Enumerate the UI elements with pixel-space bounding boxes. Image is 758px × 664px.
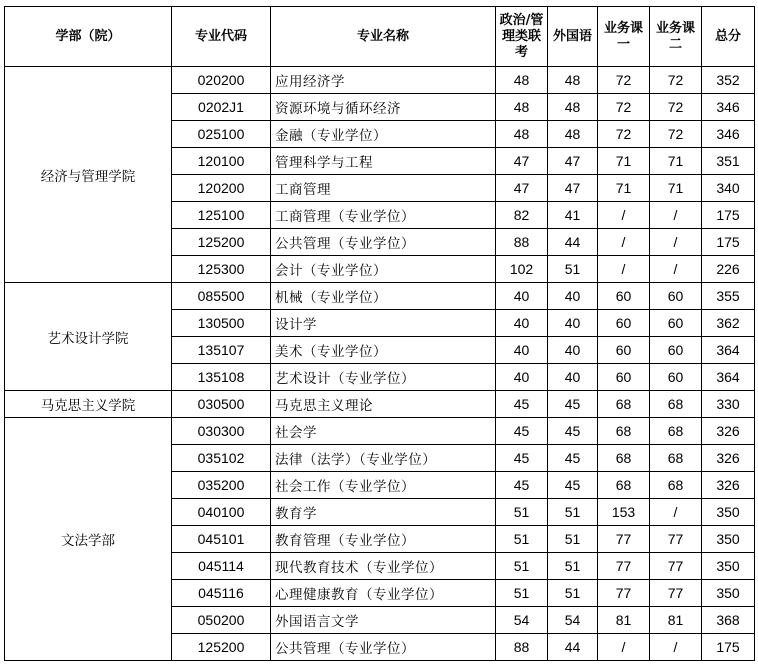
politics-score-cell: 48 (496, 121, 548, 148)
foreign-language-score-cell: 51 (548, 256, 598, 283)
major-code-cell: 135107 (172, 337, 271, 364)
major-name-cell: 公共管理（专业学位） (271, 634, 496, 661)
course-2-score-cell: 60 (650, 310, 702, 337)
politics-score-cell: 45 (496, 445, 548, 472)
foreign-language-score-cell: 45 (548, 418, 598, 445)
major-name-cell: 艺术设计（专业学位） (271, 364, 496, 391)
course-1-score-cell: 77 (598, 580, 650, 607)
department-cell: 艺术设计学院 (5, 283, 172, 391)
header-course-2: 业务课二 (650, 7, 702, 67)
foreign-language-score-cell: 45 (548, 445, 598, 472)
course-1-score-cell: 68 (598, 472, 650, 499)
foreign-language-score-cell: 45 (548, 391, 598, 418)
major-name-cell: 工商管理 (271, 175, 496, 202)
total-score-cell: 362 (702, 310, 755, 337)
header-total: 总分 (702, 7, 755, 67)
course-2-score-cell: 81 (650, 607, 702, 634)
course-2-score-cell: 72 (650, 94, 702, 121)
course-2-score-cell: / (650, 256, 702, 283)
major-name-cell: 社会工作（专业学位） (271, 472, 496, 499)
politics-score-cell: 54 (496, 607, 548, 634)
major-code-cell: 025100 (172, 121, 271, 148)
foreign-language-score-cell: 51 (548, 526, 598, 553)
course-2-score-cell: 77 (650, 526, 702, 553)
course-1-score-cell: 68 (598, 418, 650, 445)
total-score-cell: 352 (702, 67, 755, 94)
course-1-score-cell: 81 (598, 607, 650, 634)
major-code-cell: 050200 (172, 607, 271, 634)
major-name-cell: 法律（法学）（专业学位） (271, 445, 496, 472)
politics-score-cell: 47 (496, 175, 548, 202)
major-code-cell: 085500 (172, 283, 271, 310)
major-code-cell: 135108 (172, 364, 271, 391)
department-cell: 经济与管理学院 (5, 67, 172, 283)
foreign-language-score-cell: 51 (548, 580, 598, 607)
major-code-cell: 125300 (172, 256, 271, 283)
major-name-cell: 教育管理（专业学位） (271, 526, 496, 553)
course-1-score-cell: 77 (598, 553, 650, 580)
total-score-cell: 350 (702, 580, 755, 607)
course-2-score-cell: 68 (650, 472, 702, 499)
total-score-cell: 226 (702, 256, 755, 283)
course-1-score-cell: 60 (598, 364, 650, 391)
course-2-score-cell: / (650, 229, 702, 256)
course-1-score-cell: 71 (598, 148, 650, 175)
course-2-score-cell: 60 (650, 337, 702, 364)
politics-score-cell: 48 (496, 67, 548, 94)
course-1-score-cell: 72 (598, 67, 650, 94)
table-row (5, 418, 755, 445)
course-2-score-cell: 68 (650, 418, 702, 445)
course-1-score-cell: 71 (598, 175, 650, 202)
major-name-cell: 会计（专业学位） (271, 256, 496, 283)
major-name-cell: 设计学 (271, 310, 496, 337)
major-code-cell: 035102 (172, 445, 271, 472)
politics-score-cell: 51 (496, 499, 548, 526)
total-score-cell: 326 (702, 472, 755, 499)
politics-score-cell: 40 (496, 310, 548, 337)
major-name-cell: 教育学 (271, 499, 496, 526)
politics-score-cell: 51 (496, 553, 548, 580)
course-1-score-cell: 72 (598, 121, 650, 148)
foreign-language-score-cell: 45 (548, 472, 598, 499)
major-name-cell: 工商管理（专业学位） (271, 202, 496, 229)
major-code-cell: 035200 (172, 472, 271, 499)
major-code-cell: 020200 (172, 67, 271, 94)
course-2-score-cell: 71 (650, 148, 702, 175)
foreign-language-score-cell: 44 (548, 229, 598, 256)
course-1-score-cell: 153 (598, 499, 650, 526)
politics-score-cell: 82 (496, 202, 548, 229)
header-row (5, 7, 755, 67)
foreign-language-score-cell: 47 (548, 148, 598, 175)
department-cell: 马克思主义学院 (5, 391, 172, 418)
foreign-language-score-cell: 48 (548, 121, 598, 148)
course-2-score-cell: / (650, 499, 702, 526)
total-score-cell: 175 (702, 634, 755, 661)
total-score-cell: 175 (702, 229, 755, 256)
total-score-cell: 346 (702, 94, 755, 121)
header-politics: 政治/管理类联考 (496, 7, 548, 67)
foreign-language-score-cell: 40 (548, 310, 598, 337)
major-name-cell: 资源环境与循环经济 (271, 94, 496, 121)
major-code-cell: 125200 (172, 229, 271, 256)
course-1-score-cell: / (598, 256, 650, 283)
foreign-language-score-cell: 40 (548, 337, 598, 364)
major-name-cell: 应用经济学 (271, 67, 496, 94)
major-name-cell: 公共管理（专业学位） (271, 229, 496, 256)
major-code-cell: 045114 (172, 553, 271, 580)
politics-score-cell: 40 (496, 283, 548, 310)
total-score-cell: 368 (702, 607, 755, 634)
major-code-cell: 045101 (172, 526, 271, 553)
score-table (4, 6, 755, 661)
course-2-score-cell: 68 (650, 391, 702, 418)
table-row (5, 391, 755, 418)
foreign-language-score-cell: 54 (548, 607, 598, 634)
major-name-cell: 心理健康教育（专业学位） (271, 580, 496, 607)
total-score-cell: 326 (702, 445, 755, 472)
politics-score-cell: 51 (496, 526, 548, 553)
total-score-cell: 326 (702, 418, 755, 445)
major-name-cell: 现代教育技术（专业学位） (271, 553, 496, 580)
major-code-cell: 120200 (172, 175, 271, 202)
course-2-score-cell: / (650, 202, 702, 229)
table-row (5, 283, 755, 310)
total-score-cell: 364 (702, 337, 755, 364)
total-score-cell: 350 (702, 553, 755, 580)
course-1-score-cell: 77 (598, 526, 650, 553)
course-1-score-cell: 72 (598, 94, 650, 121)
politics-score-cell: 88 (496, 634, 548, 661)
politics-score-cell: 102 (496, 256, 548, 283)
course-1-score-cell: 68 (598, 445, 650, 472)
course-2-score-cell: 72 (650, 121, 702, 148)
total-score-cell: 364 (702, 364, 755, 391)
table-row (5, 67, 755, 94)
politics-score-cell: 88 (496, 229, 548, 256)
department-cell: 文法学部 (5, 418, 172, 661)
course-1-score-cell: / (598, 202, 650, 229)
politics-score-cell: 40 (496, 337, 548, 364)
major-code-cell: 130500 (172, 310, 271, 337)
politics-score-cell: 47 (496, 148, 548, 175)
foreign-language-score-cell: 41 (548, 202, 598, 229)
course-2-score-cell: / (650, 634, 702, 661)
politics-score-cell: 45 (496, 472, 548, 499)
major-code-cell: 030300 (172, 418, 271, 445)
course-2-score-cell: 60 (650, 364, 702, 391)
major-name-cell: 社会学 (271, 418, 496, 445)
course-2-score-cell: 60 (650, 283, 702, 310)
major-name-cell: 管理科学与工程 (271, 148, 496, 175)
major-code-cell: 045116 (172, 580, 271, 607)
politics-score-cell: 45 (496, 391, 548, 418)
course-2-score-cell: 68 (650, 445, 702, 472)
course-1-score-cell: 68 (598, 391, 650, 418)
course-2-score-cell: 72 (650, 67, 702, 94)
major-name-cell: 金融（专业学位） (271, 121, 496, 148)
major-code-cell: 040100 (172, 499, 271, 526)
table-body (5, 67, 755, 661)
foreign-language-score-cell: 48 (548, 94, 598, 121)
foreign-language-score-cell: 40 (548, 364, 598, 391)
foreign-language-score-cell: 48 (548, 67, 598, 94)
foreign-language-score-cell: 51 (548, 553, 598, 580)
header-code: 专业代码 (172, 7, 271, 67)
total-score-cell: 350 (702, 526, 755, 553)
course-2-score-cell: 77 (650, 580, 702, 607)
total-score-cell: 350 (702, 499, 755, 526)
course-1-score-cell: / (598, 229, 650, 256)
major-code-cell: 0202J1 (172, 94, 271, 121)
course-1-score-cell: 60 (598, 310, 650, 337)
politics-score-cell: 51 (496, 580, 548, 607)
header-foreign-language: 外国语 (548, 7, 598, 67)
header-dept: 学部（院） (5, 7, 172, 67)
foreign-language-score-cell: 44 (548, 634, 598, 661)
major-code-cell: 125100 (172, 202, 271, 229)
course-1-score-cell: / (598, 634, 650, 661)
foreign-language-score-cell: 51 (548, 499, 598, 526)
header-course-1: 业务课一 (598, 7, 650, 67)
total-score-cell: 330 (702, 391, 755, 418)
total-score-cell: 355 (702, 283, 755, 310)
major-code-cell: 120100 (172, 148, 271, 175)
politics-score-cell: 48 (496, 94, 548, 121)
major-name-cell: 机械（专业学位） (271, 283, 496, 310)
politics-score-cell: 45 (496, 418, 548, 445)
total-score-cell: 175 (702, 202, 755, 229)
course-1-score-cell: 60 (598, 337, 650, 364)
foreign-language-score-cell: 47 (548, 175, 598, 202)
major-name-cell: 马克思主义理论 (271, 391, 496, 418)
major-code-cell: 030500 (172, 391, 271, 418)
total-score-cell: 340 (702, 175, 755, 202)
course-2-score-cell: 77 (650, 553, 702, 580)
major-name-cell: 外国语言文学 (271, 607, 496, 634)
major-code-cell: 125200 (172, 634, 271, 661)
foreign-language-score-cell: 40 (548, 283, 598, 310)
course-1-score-cell: 60 (598, 283, 650, 310)
course-2-score-cell: 71 (650, 175, 702, 202)
politics-score-cell: 40 (496, 364, 548, 391)
header-name: 专业名称 (271, 7, 496, 67)
total-score-cell: 346 (702, 121, 755, 148)
total-score-cell: 351 (702, 148, 755, 175)
major-name-cell: 美术（专业学位） (271, 337, 496, 364)
